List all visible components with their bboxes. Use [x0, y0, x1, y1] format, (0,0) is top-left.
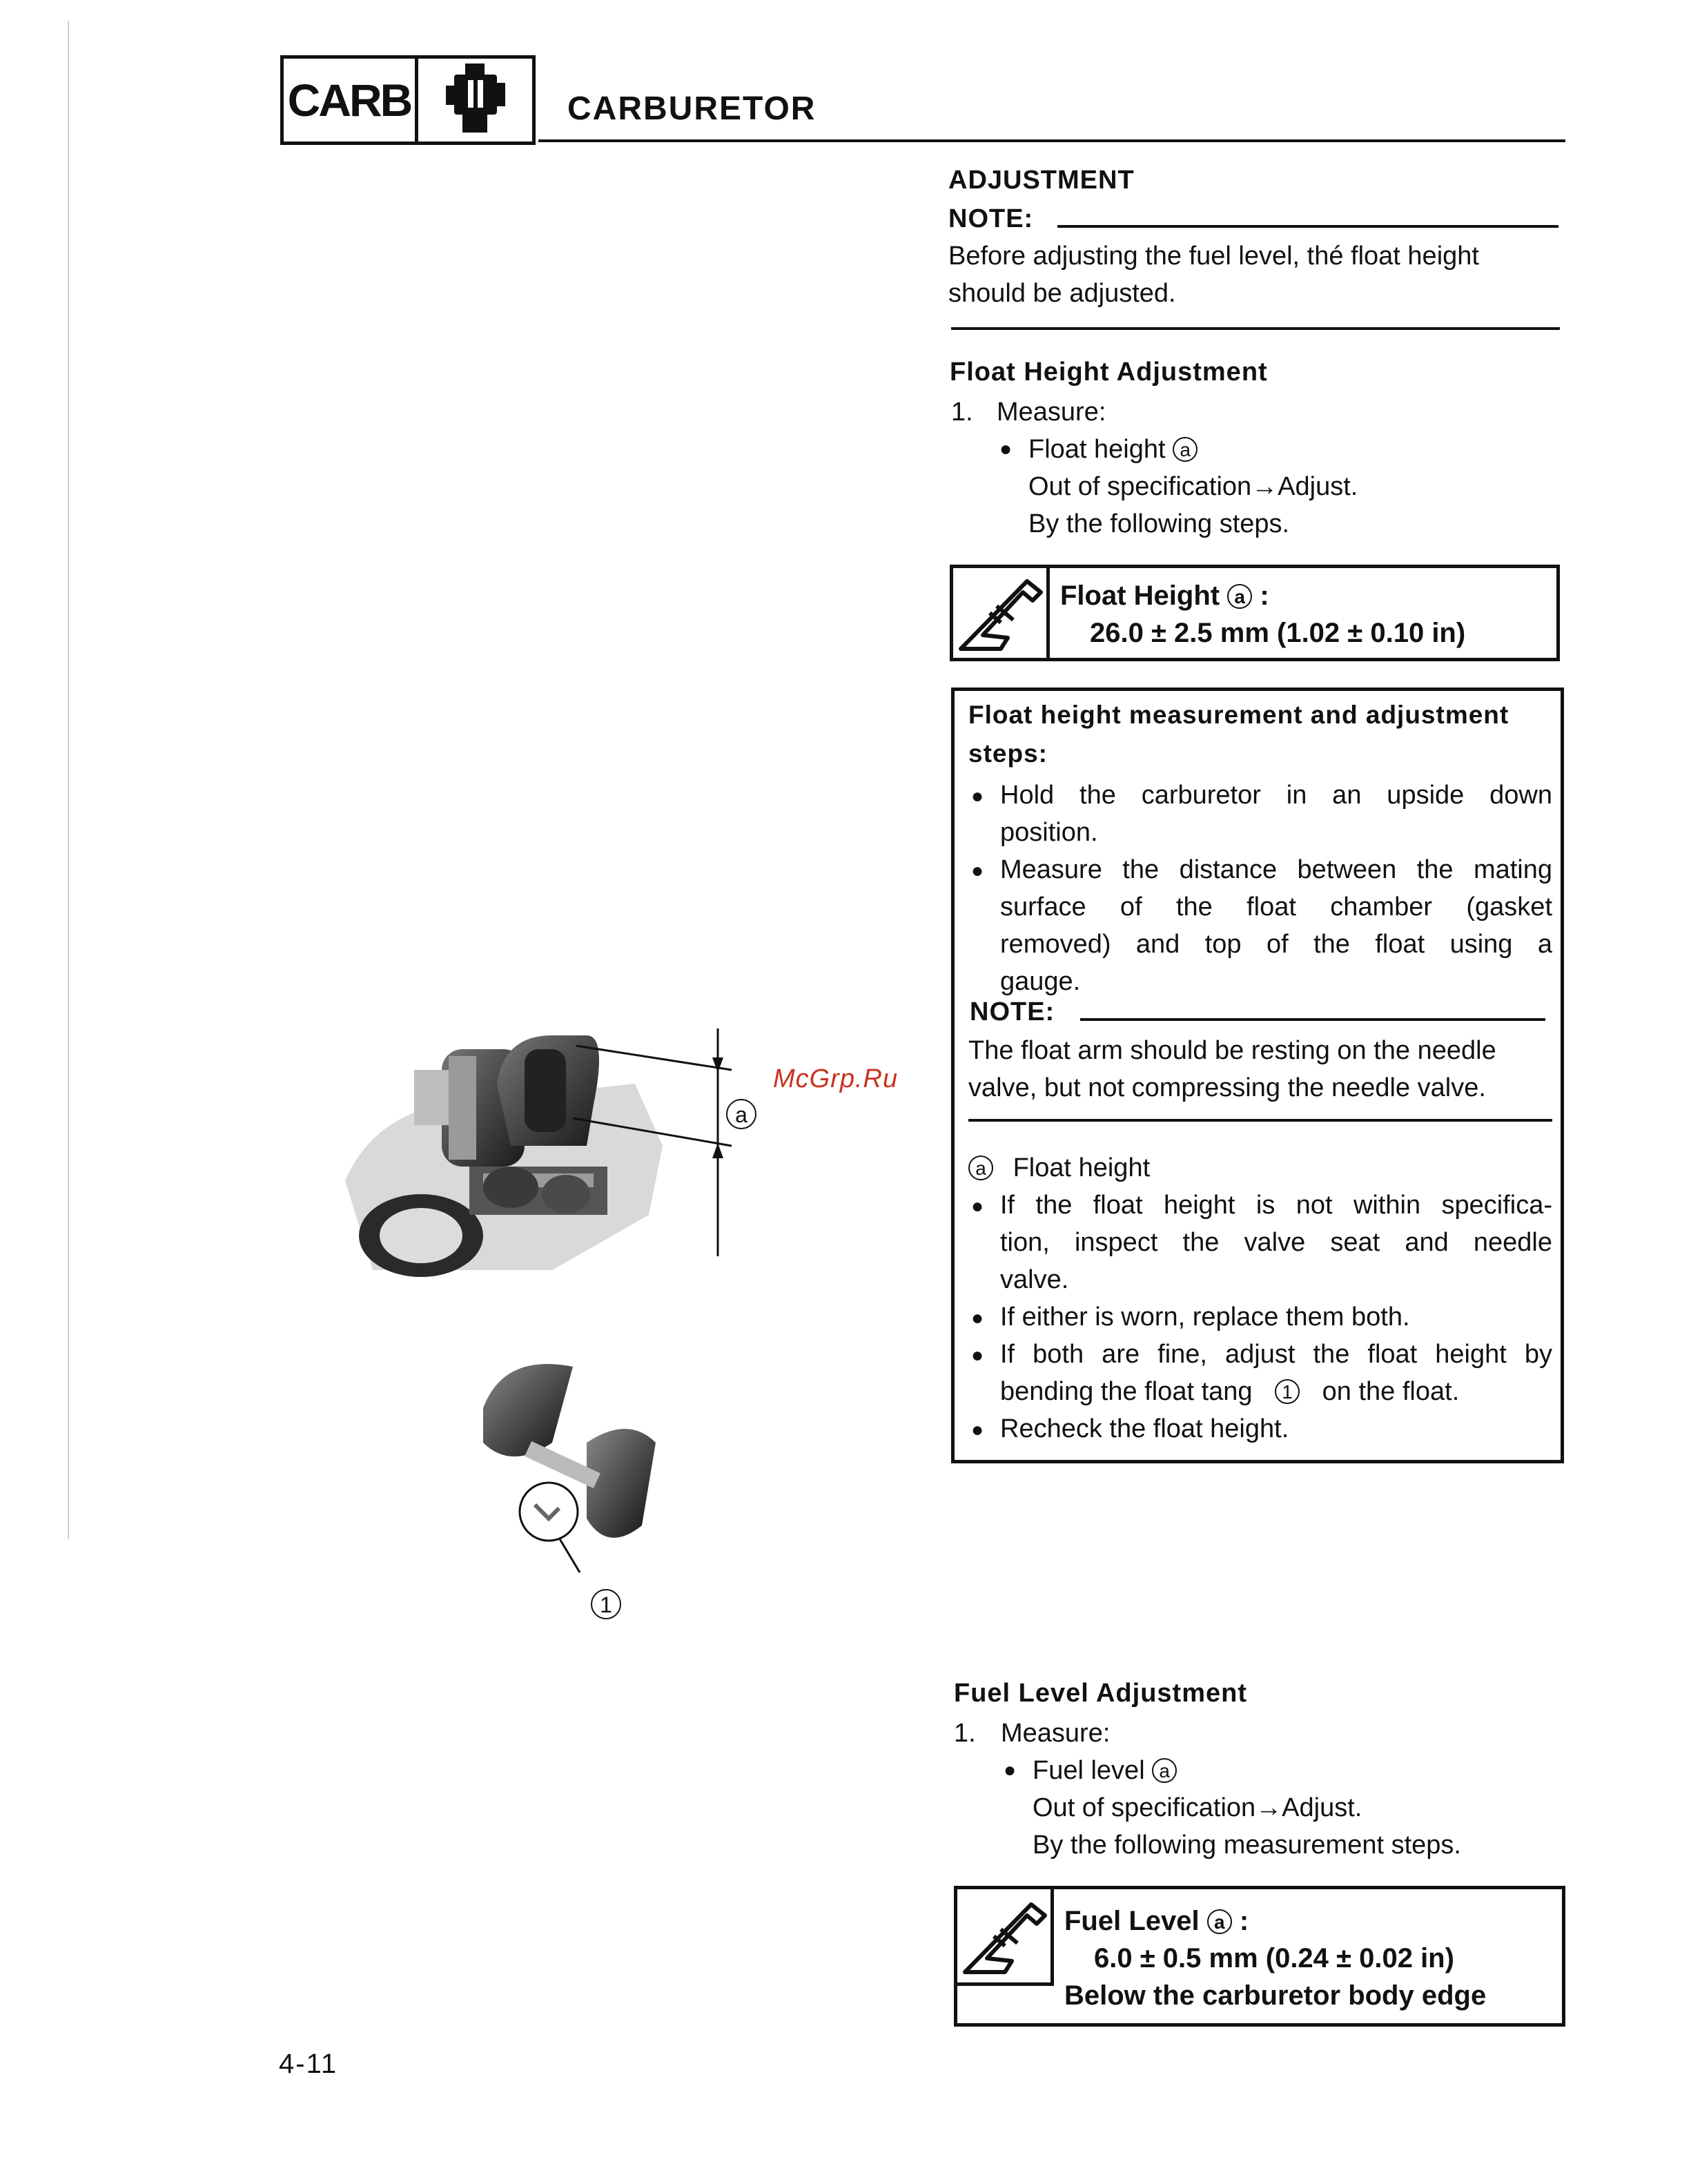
steps-bullet-line: If either is worn, replace them both.	[1000, 1303, 1410, 1332]
section-title: CARBURETOR	[567, 90, 817, 127]
steps-bullet-line: Measure the distance between the mating	[1000, 855, 1552, 884]
page-number: 4-11	[279, 2049, 338, 2079]
steps-title: steps:	[968, 739, 1048, 768]
fuel-level-spec-box	[954, 1886, 1565, 2027]
bullet-dot: ●	[1004, 1759, 1017, 1782]
marker-1: 1	[1275, 1379, 1300, 1404]
spec-instruction: By the following steps.	[1028, 509, 1290, 538]
steps-bullet-line: If the float height is not within specifica-	[1000, 1191, 1552, 1220]
spec-label: Float Height	[1060, 581, 1220, 611]
caliper-icon	[959, 1895, 1049, 1978]
spec-instruction: Out of specification→Adjust.	[1028, 472, 1358, 501]
float-height-heading: Float Height Adjustment	[950, 358, 1268, 387]
note-rule	[1057, 225, 1558, 228]
steps-bullet-line: valve.	[1000, 1265, 1069, 1294]
figure-float-tang-photo	[469, 1353, 676, 1581]
spec-label: Fuel Level	[1064, 1906, 1200, 1936]
marker-a: a	[1207, 1909, 1232, 1934]
measurement-steps-box	[951, 688, 1564, 1463]
spec-value: 26.0 ± 2.5 mm (1.02 ± 0.10 in)	[1090, 618, 1466, 648]
steps-bullet-text: bending the float tang	[1000, 1377, 1253, 1406]
steps-bullet-line: Hold the carburetor in an upside down	[1000, 781, 1552, 810]
spec-value: 6.0 ± 0.5 mm (0.24 ± 0.02 in)	[1094, 1943, 1454, 1973]
steps-note-label: NOTE:	[970, 997, 1055, 1026]
fuel-level-item	[1033, 1752, 1177, 1789]
bullet-dot: ●	[971, 785, 984, 808]
section-logo-box	[280, 55, 536, 145]
float-height-spec-box	[950, 565, 1560, 661]
watermark: McGrp.Ru	[773, 1064, 899, 1093]
spec-colon: :	[1260, 581, 1269, 611]
marker-a: a	[968, 1156, 993, 1180]
marker-a: a	[1152, 1758, 1177, 1783]
steps-bullet-line: surface of the float chamber (gasket	[1000, 893, 1552, 922]
header-rule	[538, 139, 1565, 142]
spec-instruction: Out of specification→Adjust.	[1033, 1793, 1362, 1822]
figure-float-height-photo	[345, 1008, 773, 1284]
figure-marker-1: 1	[591, 1589, 621, 1619]
note-rule	[1080, 1018, 1545, 1021]
spec-note: Below the carburetor body edge	[1064, 1980, 1487, 2011]
bullet-dot: ●	[971, 859, 984, 882]
step-label: Measure:	[1001, 1719, 1111, 1748]
step-label: Measure:	[997, 398, 1106, 427]
spec-instruction: By the following measurement steps.	[1033, 1831, 1461, 1860]
steps-note-line: valve, but not compressing the needle valve.	[968, 1073, 1486, 1102]
bullet-dot: ●	[971, 1307, 984, 1329]
marker-a: a	[1227, 584, 1252, 609]
carburetor-icon	[444, 62, 507, 138]
adjustment-note-line: Before adjusting the fuel level, thé float height	[948, 242, 1479, 271]
float-tang-illustration	[469, 1353, 676, 1581]
adjustment-heading: ADJUSTMENT	[948, 166, 1135, 195]
float-height-item	[1028, 431, 1198, 468]
caliper-icon	[955, 572, 1045, 654]
bullet-dot: ●	[971, 1418, 984, 1441]
steps-bullet-line: removed) and top of the float using a	[1000, 930, 1552, 959]
bullet-dot: ●	[971, 1195, 984, 1218]
float-height-item-text: Float height	[1028, 435, 1166, 464]
bullet-dot: ●	[999, 438, 1013, 460]
legend-item	[968, 1149, 1150, 1187]
steps-bullet-line: If both are fine, adjust the float height by	[1000, 1340, 1552, 1369]
spec-colon: :	[1239, 1906, 1249, 1936]
steps-title: Float height measurement and adjustment	[968, 701, 1509, 729]
step-number: 1.	[951, 398, 973, 427]
figure-marker-a: a	[726, 1099, 756, 1129]
logo-carb-text: CARB	[284, 59, 418, 142]
marker-a: a	[1173, 437, 1198, 462]
legend-text: Float height	[1013, 1153, 1151, 1182]
note-end-rule	[951, 327, 1560, 330]
steps-bullet-line: gauge.	[1000, 967, 1081, 996]
binding-margin-line	[68, 21, 69, 1539]
note-end-rule	[968, 1119, 1552, 1122]
steps-bullet-line: Recheck the float height.	[1000, 1414, 1289, 1443]
step-number: 1.	[954, 1719, 976, 1748]
fuel-level-heading: Fuel Level Adjustment	[954, 1679, 1247, 1708]
carburetor-float-illustration	[345, 1008, 773, 1284]
steps-note-line: The float arm should be resting on the needle	[968, 1036, 1496, 1065]
fuel-level-item-text: Fuel level	[1033, 1756, 1145, 1785]
steps-bullet-text: on the float.	[1322, 1377, 1460, 1406]
steps-bullet-line	[1000, 1373, 1459, 1410]
adjustment-note-line: should be adjusted.	[948, 279, 1176, 308]
steps-bullet-line: position.	[1000, 818, 1098, 847]
adjustment-note-label: NOTE:	[948, 204, 1034, 233]
bullet-dot: ●	[971, 1344, 984, 1367]
steps-bullet-line: tion, inspect the valve seat and needle	[1000, 1228, 1552, 1257]
